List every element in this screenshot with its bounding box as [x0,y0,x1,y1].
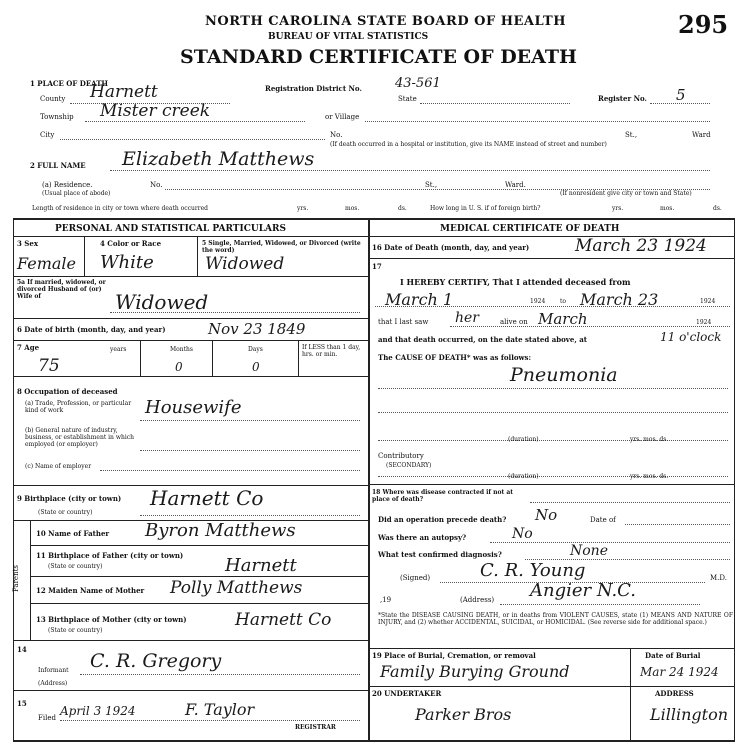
dob-value: Nov 23 1849 [208,320,306,338]
disease-contracted-label: 18 Where was disease contracted if not at place of death? [372,489,513,503]
autopsy-value: No [512,526,533,542]
duration-2-label: (duration) [508,473,539,480]
age-months-value: 0 [175,360,183,374]
residence-no-label: No. [150,181,163,189]
occupation-label: 8 Occupation of deceased [17,387,118,396]
county-label: County [40,95,66,103]
informant-number: 14 [17,645,27,654]
register-label: Register No. [598,94,647,103]
marital-label: 5 Single, Married, Widowed, or Divorced (write the word) [202,240,361,254]
length-mos: mos. [345,205,360,212]
duration-2-units: yrs. mos. ds. [630,473,669,480]
parents-side-label: Parents [11,565,20,592]
marital-value: Widowed [205,254,285,274]
place-of-death-label: 1 PLACE OF DEATH [30,79,109,88]
length-ds: ds. [398,205,407,212]
occupation-c-label: (c) Name of employer [25,463,92,470]
burial-label: 19 Place of Burial, Cremation, or removal [372,651,536,660]
cause-label: The CAUSE OF DEATH* was as follows: [378,353,532,362]
father-birth-label: 11 Birthplace of Father (city or town) [36,551,184,560]
or-village-label: or Village [325,113,360,121]
undertaker-address-label: ADDRESS [655,689,694,698]
certify-text: I HEREBY CERTIFY, That I attended deceased from [400,277,631,287]
residence-st-label: St., [425,181,438,189]
color-value: White [100,252,154,273]
residence-ward-label: Ward. [505,181,526,189]
years-label: years [110,346,127,353]
duration-1-units: yrs. mos. ds. [630,436,669,443]
reg-district-label: Registration District No. [265,84,362,93]
alive-on-label: alive on [500,318,528,326]
cause-value: Pneumonia [510,364,618,386]
mother-birth-sub: (State or country) [48,627,103,634]
spouse-value: Widowed [115,290,209,314]
physician-address-label: (Address) [460,596,495,604]
ward-label: Ward [692,131,711,139]
physician-address-value: Angier N.C. [530,580,637,601]
signed-value: C. R. Young [480,560,586,581]
mother-birth-value: Harnett Co [235,610,332,630]
state-label: State [398,95,417,103]
operation-label: Did an operation precede death? [378,515,507,524]
death-date-value: March 23 1924 [575,236,707,256]
filed-number: 15 [17,699,27,708]
spouse-label: 5a If married, widowed, or divorced Husband of (or) Wife of [17,279,106,300]
undertaker-address-value: Lillington [650,705,729,724]
attended-to-year: 1924 [700,298,716,305]
attended-to-label: to [560,298,567,305]
burial-date-value: Mar 24 1924 [640,665,719,679]
signature-date-label: ,19 [380,596,392,604]
last-saw-pronoun: her [455,310,479,326]
death-date-label: 16 Date of Death (month, day, and year) [372,243,530,252]
dob-label: 6 Date of birth (month, day, and year) [17,325,166,334]
father-name-label: 10 Name of Father [36,529,110,538]
full-name-value: Elizabeth Matthews [122,148,315,170]
item-17-number: 17 [372,262,382,271]
medical-section-title: MEDICAL CERTIFICATE OF DEATH [440,224,620,234]
informant-value: C. R. Gregory [90,650,222,672]
alive-on-value: March [538,310,588,328]
full-name-label: 2 FULL NAME [30,161,86,170]
days-label: Days [248,346,263,353]
occupation-value: Housewife [145,397,242,418]
age-years-value: 75 [38,356,60,376]
registrar-value: F. Taylor [185,700,255,719]
township-label: Township [40,113,74,121]
burial-place-value: Family Burying Ground [380,662,570,681]
reg-district-value: 43-561 [395,76,441,91]
foreign-ds: ds. [713,205,722,212]
test-label: What test confirmed diagnosis? [378,550,502,559]
death-occurred-label: and that death occurred, on the date stated above, at [378,335,587,344]
residence-sub: (Usual place of abode) [42,190,111,197]
attended-from-value: March 1 [385,290,454,309]
nonresident-note: (If nonresident give city or town and State) [560,190,692,197]
secondary-label: (SECONDARY) [386,462,432,469]
mother-birth-label: 13 Birthplace of Mother (city or town) [36,615,187,624]
birthplace-value: Harnett Co [150,486,264,510]
if-less-label: If LESS than 1 day, hrs. or min. [302,344,361,358]
birthplace-sub: (State or country) [38,509,93,516]
sex-label: 3 Sex [17,239,38,248]
undertaker-value: Parker Bros [415,705,512,724]
foreign-yrs: yrs. [612,205,624,212]
mother-name-value: Polly Matthews [170,578,303,598]
signed-label: (Signed) [400,574,431,582]
duration-1-label: (duration) [508,436,539,443]
operation-value: No [535,506,558,524]
st-label: St., [625,131,638,139]
attended-to-value: March 23 [580,290,659,309]
operation-date-label: Date of [590,516,616,524]
board-title: NORTH CAROLINA STATE BOARD OF HEALTH [205,14,567,29]
age-days-value: 0 [252,360,260,374]
last-saw-label: that I last saw [378,318,429,326]
father-name-value: Byron Matthews [145,520,296,541]
county-value: Harnett [90,82,158,102]
page-number: 295 [678,10,729,39]
md-label: M.D. [710,574,727,582]
length-yrs: yrs. [297,205,309,212]
birthplace-label: 9 Birthplace (city or town) [17,494,122,503]
occupation-a-label: (a) Trade, Profession, or particular kind of work [25,400,132,414]
sex-value: Female [17,254,76,273]
father-birth-value: Harnett [225,555,297,576]
attended-from-year: 1924 [530,298,546,305]
city-label: City [40,131,55,139]
alive-on-year: 1924 [696,319,712,326]
months-label: Months [170,346,193,353]
residence-label: (a) Residence. [42,181,93,189]
register-value: 5 [676,86,686,104]
age-label: 7 Age [17,343,40,352]
no-label: No. [330,131,343,139]
foreign-birth-label: How long in U. S. if of foreign birth? [430,205,541,212]
father-birth-sub: (State or country) [48,563,103,570]
filed-value: April 3 1924 [60,704,136,718]
bureau-title: BUREAU OF VITAL STATISTICS [268,32,429,42]
foreign-mos: mos. [660,205,675,212]
color-label: 4 Color or Race [100,239,162,248]
hospital-note: (If death occurred in a hospital or institution, give its NAME instead of street and number) [330,141,607,148]
cause-footnote: *State the DISEASE CAUSING DEATH, or in deaths from VIOLENT CAUSES, state (1) MEANS AND NATURE OF INJURY, and (2) whether ACCIDENTAL, SUICIDAL, or HOMICIDAL. (See reverse side for additional space.) [378,612,733,626]
contributory-label: Contributory [378,452,424,460]
autopsy-label: Was there an autopsy? [378,533,467,542]
mother-name-label: 12 Maiden Name of Mother [36,586,145,595]
certificate-title: STANDARD CERTIFICATE OF DEATH [180,46,577,68]
occupation-b-label: (b) General nature of industry, business, or establishment in which employed (or employer) [25,427,134,448]
township-value: Mister creek [100,101,211,121]
length-residence-label: Length of residence in city or town where death occurred [32,205,209,212]
registrar-label: REGISTRAR [295,724,336,731]
undertaker-label: 20 UNDERTAKER [372,689,442,698]
informant-label: Informant [38,667,69,674]
death-time-value: 11 o'clock [660,330,722,344]
personal-section-title: PERSONAL AND STATISTICAL PARTICULARS [55,224,287,234]
informant-address-label: (Address) [38,680,68,687]
filed-label: Filed [38,714,56,722]
burial-date-label: Date of Burial [645,651,701,660]
test-value: None [570,543,608,559]
